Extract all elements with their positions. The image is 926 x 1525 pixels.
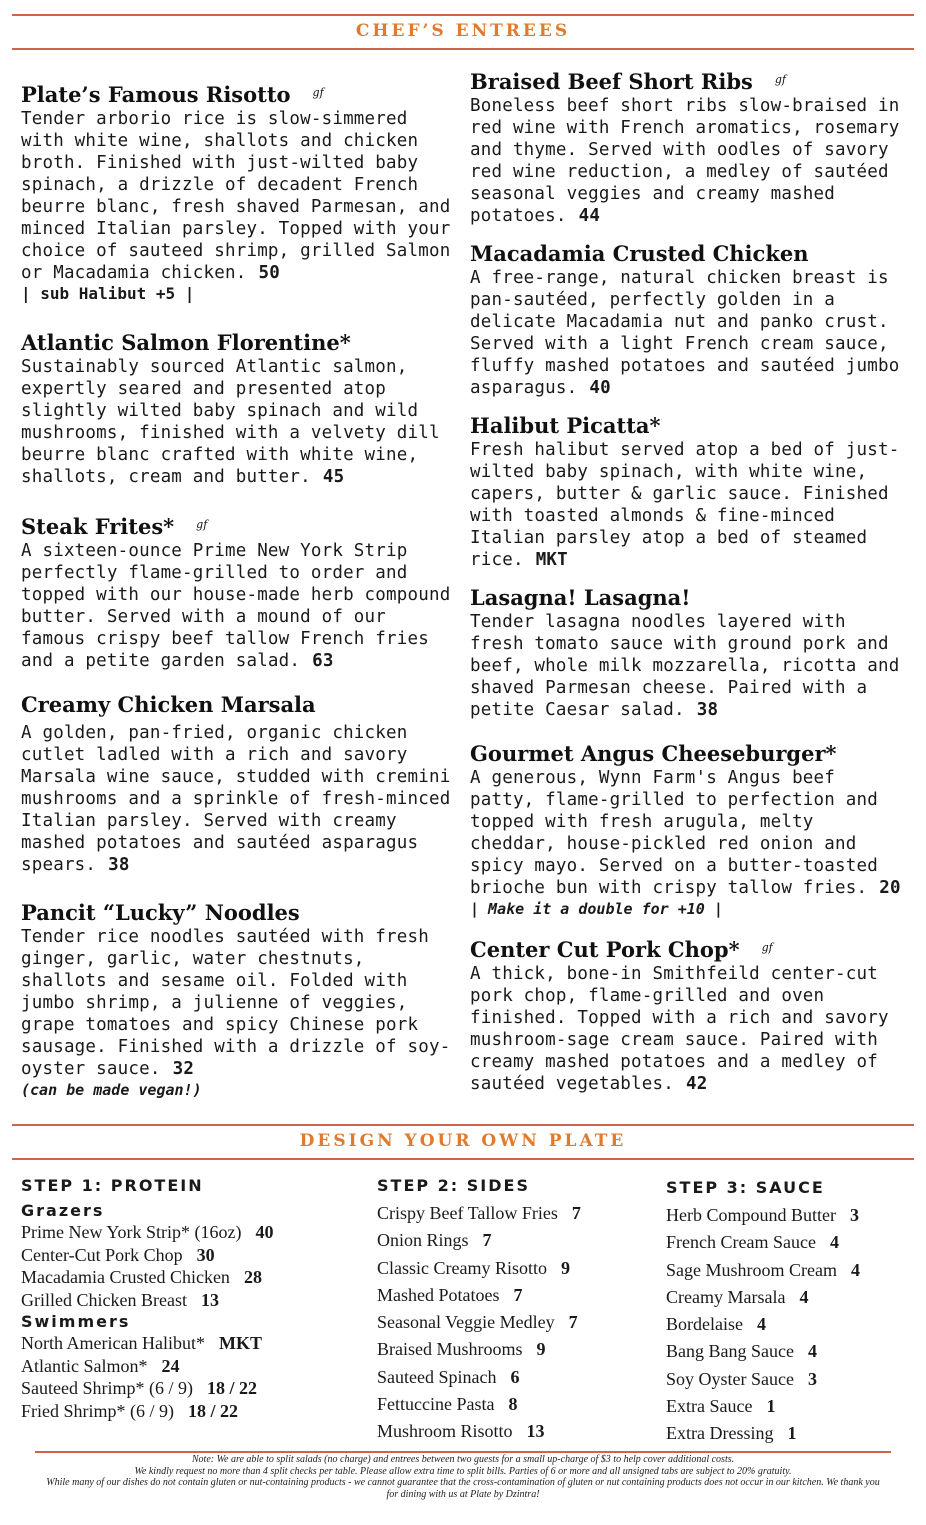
item-price: 18 / 22 (206, 1378, 257, 1398)
entree-item (21, 512, 451, 672)
footer-rule (35, 1451, 891, 1453)
entree-item (21, 330, 451, 488)
protein-item: Sauteed Shrimp* (6 / 9) 18 / 22 (21, 1378, 257, 1398)
entrees-right-column (470, 67, 910, 1095)
entree-price: MKT (535, 550, 568, 570)
entree-description: A sixteen-ounce Prime New York Strip perfectly flame-grilled to order and topped with our house-made herb compound butter. Served with a mound of our famous crispy beef tallow French fries and a petite garden salad. (21, 541, 451, 671)
entree-item (470, 67, 910, 227)
protein-item: Atlantic Salmon* 24 (21, 1355, 180, 1376)
entree-description: Tender arborio rice is slow-simmered with white wine, shallots and chicken broth. Finished with just-wilted baby spinach, a drizzle of decadent French beurre blanc, fresh shaved Parmesan, and minced Italian parsley. Topped with your choice of sauteed shrimp, grilled Salmon or Macadamia chicken. (21, 109, 451, 283)
entree-item (470, 413, 910, 571)
item-price: 13 (526, 1421, 545, 1442)
entree-description: Tender rice noodles sautéed with fresh ginger, garlic, water chestnuts, shallots and sesame oil. Folded with jumbo shrimp, a julienne of veggies, grape tomatoes and spicy Chinese pork sausage. Finished with a drizzle of soy-oyster sauce. (21, 927, 451, 1079)
protein-item: Fried Shrimp* (6 / 9) 18 / 22 (21, 1400, 239, 1421)
step3-sauce (666, 1178, 916, 1448)
item-price: 4 (799, 1286, 809, 1307)
protein-item: Macadamia Crusted Chicken 28 (21, 1267, 262, 1287)
entree-item (21, 80, 451, 304)
entree-note: | sub Halibut +5 | (21, 284, 195, 303)
item-price: 30 (196, 1244, 215, 1265)
side-item: Mashed Potatoes 7 (377, 1284, 523, 1305)
item-price: 4 (807, 1341, 817, 1362)
entrees-left-column (21, 80, 451, 1100)
item-price: 24 (161, 1355, 180, 1376)
footnote-line: Note: We are able to split salads (no charge) and entrees between two guests for a small up-charge of $3 to help cover additional costs. (191, 1454, 735, 1465)
entrees-title-rule (12, 48, 914, 50)
item-price: 28 (243, 1267, 262, 1287)
sauce-item: French Cream Sauce 4 (666, 1232, 839, 1253)
step1-protein (21, 1176, 361, 1422)
side-item: Mushroom Risotto 13 (377, 1421, 545, 1442)
protein-item: Center-Cut Pork Chop 30 (21, 1244, 215, 1265)
footnote (40, 1454, 886, 1500)
entree-description: Fresh halibut served atop a bed of just-wilted baby spinach, with white wine, capers, butter & garlic sauce. Finished with toasted almonds & fine-minced Italian parsley atop a bed of steamed rice. (470, 440, 900, 570)
entree-item (470, 935, 910, 1095)
entree-name: Creamy Chicken Marsala (21, 692, 316, 717)
design-title-rule (12, 1158, 914, 1160)
entree-name: Center Cut Pork Chop* (470, 937, 740, 962)
item-price: MKT (218, 1333, 262, 1353)
item-price: 3 (807, 1368, 817, 1389)
swimmers-title: Swimmers (21, 1312, 131, 1331)
step1-title: STEP 1: PROTEIN (21, 1176, 204, 1195)
side-item: Onion Rings 7 (377, 1230, 492, 1251)
entree-price: 45 (322, 467, 345, 487)
item-price: 7 (513, 1284, 523, 1305)
gf-badge: gf (312, 86, 324, 99)
entree-price: 63 (312, 651, 334, 671)
gf-badge: gf (761, 941, 773, 954)
entree-item (21, 900, 451, 1100)
entree-price: 38 (108, 855, 130, 875)
gf-badge: gf (196, 518, 208, 531)
grazers-title: Grazers (21, 1201, 105, 1220)
item-price: 9 (536, 1339, 546, 1360)
entree-description: Tender lasagna noodles layered with fresh tomato sauce with ground pork and beef, whole milk mozzarella, ricotta and shaved Parmesan cheese. Paired with a petite Caesar salad. (470, 612, 900, 720)
entree-name: Plate’s Famous Risotto (21, 82, 291, 107)
side-item: Sauteed Spinach 6 (377, 1366, 520, 1387)
item-price: 6 (510, 1366, 520, 1387)
step3-title: STEP 3: SAUCE (666, 1178, 825, 1197)
item-price: 7 (571, 1203, 581, 1223)
sauce-item: Extra Sauce 1 (666, 1396, 776, 1417)
entree-name: Braised Beef Short Ribs (470, 69, 753, 94)
sauce-item: Bordelaise 4 (666, 1314, 766, 1335)
side-item: Fettuccine Pasta 8 (377, 1394, 518, 1415)
entree-price: 20 (879, 878, 901, 898)
entree-price: 42 (685, 1074, 708, 1094)
entree-name: Halibut Picatta* (470, 413, 661, 438)
sauce-item: Extra Dressing 1 (666, 1423, 797, 1444)
item-price: 4 (756, 1314, 766, 1335)
side-item: Classic Creamy Risotto 9 (377, 1257, 570, 1278)
entree-price: 40 (589, 378, 611, 398)
item-price: 8 (508, 1394, 518, 1415)
side-item: Braised Mushrooms 9 (377, 1339, 546, 1360)
entrees-title: CHEF’S ENTREES (355, 21, 571, 41)
entree-note: (can be made vegan!) (21, 1081, 202, 1099)
item-price: 4 (829, 1232, 839, 1253)
entree-price: 38 (696, 700, 719, 720)
entree-price: 44 (578, 206, 601, 226)
footnote-line: We kindly request no more than 4 split checks per table. Please allow extra time to split bills. Parties of 6 or more and all unsigned tabs are subject to 20% gratuity. (134, 1465, 792, 1477)
protein-item: Prime New York Strip* (16oz) 40 (21, 1222, 274, 1242)
entree-price: 50 (258, 263, 280, 283)
protein-item: North American Halibut* MKT (21, 1333, 262, 1353)
side-item: Crispy Beef Tallow Fries 7 (377, 1203, 581, 1223)
step2-sides (377, 1176, 647, 1446)
side-item: Seasonal Veggie Medley 7 (377, 1312, 578, 1333)
gf-badge: gf (774, 73, 786, 86)
item-price: 13 (200, 1289, 219, 1310)
step2-title: STEP 2: SIDES (377, 1176, 530, 1195)
entree-description: A thick, bone-in Smithfeild center-cut pork chop, flame-grilled and oven finished. Topped with a rich and savory mushroom-sage cream sauce. Paired with creamy mashed potatoes and a medley of sautéed vegetables. (470, 964, 889, 1094)
protein-item: Grilled Chicken Breast 13 (21, 1289, 219, 1310)
entree-name: Lasagna! Lasagna! (470, 585, 691, 610)
entree-description: A generous, Wynn Farm's Angus beef patty, flame-grilled to perfection and topped with fresh arugula, melty cheddar, house-pickled red onion and spicy mayo. Served on a butter-toasted brioche bun with crispy tallow fries. (470, 768, 878, 898)
entree-description: A golden, pan-fried, organic chicken cutlet ladled with a rich and savory Marsala wine sauce, studded with cremini mushrooms and a sprinkle of fresh-minced Italian parsley. Served with creamy mashed potatoes and sautéed asparagus spears. (21, 723, 451, 875)
design-title: DESIGN YOUR OWN PLATE (299, 1131, 627, 1151)
entree-price: 32 (172, 1059, 195, 1079)
design-top-rule (12, 1124, 914, 1126)
entree-item (470, 241, 910, 399)
entree-item (21, 692, 451, 876)
sauce-item: Creamy Marsala 4 (666, 1286, 809, 1307)
item-price: 4 (850, 1259, 860, 1280)
entree-description: A free-range, natural chicken breast is pan-sautéed, perfectly golden in a delicate Macadamia nut and panko crust. Served with a light French cream sauce, fluffy mashed potatoes and sautéed jumbo asparagus. (470, 268, 900, 398)
entree-name: Gourmet Angus Cheeseburger* (470, 741, 837, 766)
entree-description: Boneless beef short ribs slow-braised in red wine with French aromatics, rosemary and thyme. Served with oodles of savory red wine reduction, a medley of sautéed seasonal veggies and creamy mashed potatoes. (470, 96, 900, 226)
item-price: 7 (568, 1312, 578, 1333)
entree-item (470, 585, 910, 721)
item-price: 18 / 22 (188, 1400, 239, 1421)
item-price: 40 (255, 1222, 274, 1242)
item-price: 3 (849, 1205, 859, 1225)
sauce-item: Soy Oyster Sauce 3 (666, 1368, 817, 1389)
entree-description: Sustainably sourced Atlantic salmon, expertly seared and presented atop slightly wilted baby spinach and wild mushrooms, finished with a velvety dill beurre blanc crafted with white wine, shallots, cream and butter. (21, 357, 440, 487)
entree-item (470, 741, 910, 919)
sauce-item: Herb Compound Butter 3 (666, 1205, 859, 1225)
entree-name: Macadamia Crusted Chicken (470, 241, 809, 266)
entree-name: Pancit “Lucky” Noodles (21, 900, 300, 925)
entree-note: | Make it a double for +10 | (470, 900, 723, 918)
item-price: 9 (561, 1257, 570, 1278)
top-rule (12, 14, 914, 16)
sauce-item: Bang Bang Sauce 4 (666, 1341, 817, 1362)
entree-name: Steak Frites* (21, 514, 175, 539)
item-price: 7 (482, 1230, 492, 1251)
item-price: 1 (787, 1423, 797, 1444)
item-price: 1 (766, 1396, 776, 1417)
footnote-line: While many of our dishes do not contain gluten or nut-containing products - we cannot guarantee that the cross-contamination of gluten or nut containing products does not occur in our kitchen. We thank you for dining with us at Plate by Dzintra! (46, 1477, 880, 1500)
sauce-item: Sage Mushroom Cream 4 (666, 1259, 860, 1280)
entree-name: Atlantic Salmon Florentine* (21, 330, 351, 355)
